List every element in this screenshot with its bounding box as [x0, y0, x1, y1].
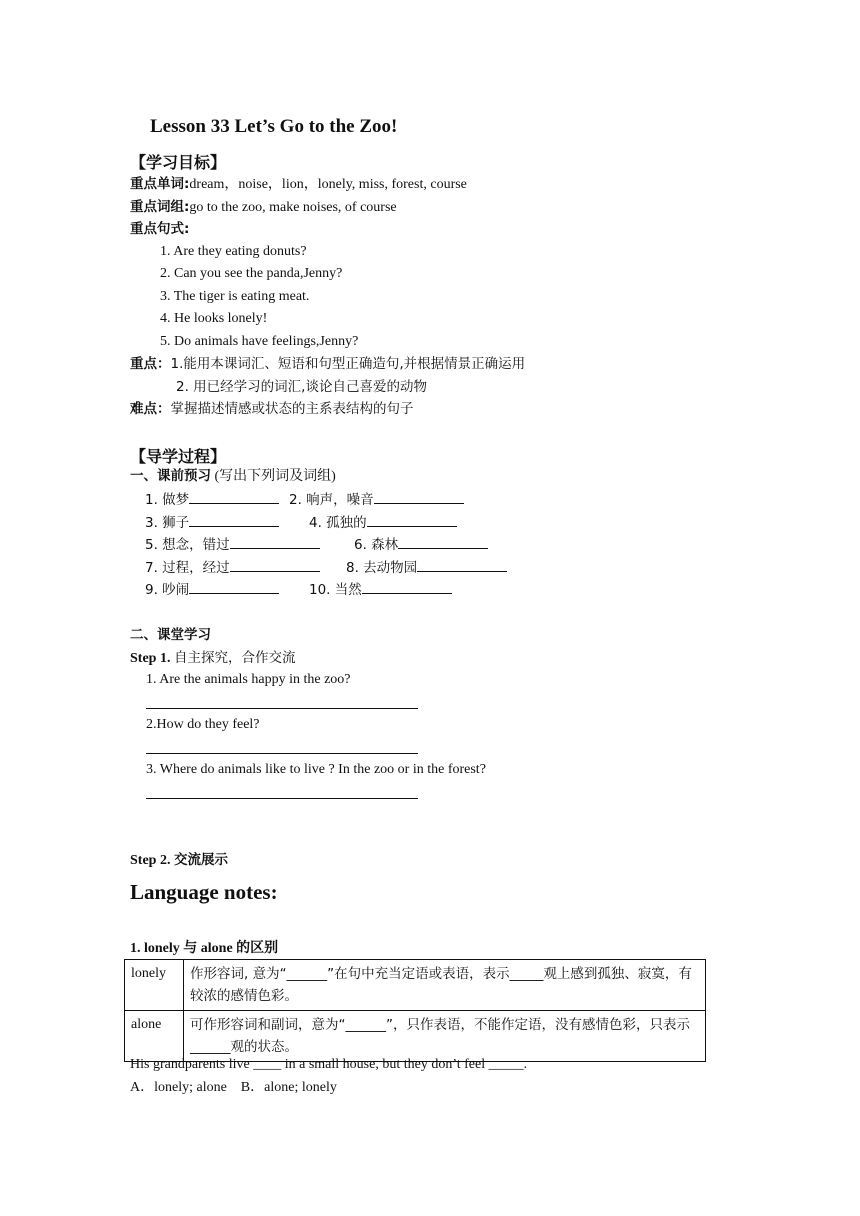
vocab-item: 10. 当然: [309, 580, 452, 599]
difficulty-label: 难点：: [130, 401, 171, 417]
sentence-item: 5. Do animals have feelings,Jenny?: [160, 334, 359, 349]
answer-blank[interactable]: [230, 535, 320, 549]
preview-line: [130, 467, 336, 486]
step1-text: 自主探究，合作交流: [173, 650, 296, 666]
lesson-title: Lesson 33 Let’s Go to the Zoo!: [150, 116, 398, 137]
step2-line: [130, 851, 228, 870]
key-phrases: go to the zoo, make noises, of course: [189, 200, 397, 215]
focus-1: 1.能用本课词汇、短语和句型正确造句,并根据情景正确运用: [170, 356, 526, 372]
table-text: 可作形容词和副词，意为“______”，只作表语，不能作定语，没有感情色彩，只表示______观的状态。: [184, 1011, 706, 1062]
sentence-item: 1. Are they eating donuts?: [160, 244, 307, 259]
vocab-item: 2. 响声，噪音: [289, 490, 464, 509]
difficulty: 掌握描述情感或状态的主系表结构的句子: [170, 401, 414, 417]
focus-line: [130, 355, 525, 373]
table-row: [125, 1011, 706, 1062]
sentence-item: 2. Can you see the panda,Jenny?: [160, 266, 343, 281]
answer-line[interactable]: [146, 753, 418, 754]
question: 2.How do they feel?: [146, 717, 260, 732]
question: 1. Are the animals happy in the zoo?: [146, 672, 351, 687]
question: 3. Where do animals like to live ? In the zoo or in the forest?: [146, 762, 486, 777]
vocab-item: 9. 吵闹: [145, 580, 279, 599]
answer-blank[interactable]: [367, 513, 457, 527]
answer-blank[interactable]: [398, 535, 488, 549]
table-key: lonely: [125, 960, 184, 1011]
class-study-label: 二、课堂学习: [130, 627, 211, 643]
sentence-item: 4. He looks lonely!: [160, 311, 268, 326]
answer-blank[interactable]: [362, 580, 452, 594]
preview-label: 一、课前预习: [130, 468, 211, 484]
focus-label: 重点：: [130, 356, 171, 372]
process-heading: 【导学过程】: [130, 447, 227, 466]
sentence-item: 3. The tiger is eating meat.: [160, 289, 310, 304]
key-phrases-label: 重点词组:: [130, 199, 190, 215]
step2-label: Step 2.: [130, 853, 171, 868]
table-key: alone: [125, 1011, 184, 1062]
preview-note: (写出下列词及词组): [214, 469, 336, 484]
vocab-item: 3. 狮子: [145, 513, 279, 532]
step1-label: Step 1.: [130, 651, 171, 666]
key-phrases-line: [130, 198, 397, 217]
key-words: dream，noise，lion，lonely, miss, forest, course: [189, 177, 467, 192]
vocab-item: 8. 去动物园: [346, 558, 507, 577]
note-1-title: 1. lonely 与 alone 的区别: [130, 941, 279, 956]
answer-blank[interactable]: [189, 580, 279, 594]
vocab-item: 5. 想念，错过: [145, 535, 320, 554]
answer-blank[interactable]: [189, 490, 279, 504]
step1-line: [130, 649, 295, 668]
focus-2: 2. 用已经学习的词汇,谈论自己喜爱的动物: [176, 379, 427, 395]
vocab-item: 7. 过程，经过: [145, 558, 320, 577]
key-words-line: [130, 175, 467, 194]
table-row: [125, 960, 706, 1011]
key-sentences-label: 重点句式:: [130, 221, 190, 237]
objectives-heading: 【学习目标】: [130, 153, 227, 172]
table-text: 作形容词, 意为“______”在句中充当定语或表语，表示_____观上感到孤独、寂寞，有较浓的感情色彩。: [184, 960, 706, 1011]
answer-blank[interactable]: [189, 513, 279, 527]
language-notes-heading: Language notes:: [130, 880, 278, 904]
step2-text: 交流展示: [173, 852, 228, 868]
answer-line[interactable]: [146, 708, 418, 709]
answer-blank[interactable]: [374, 490, 464, 504]
vocab-item: 6. 森林: [354, 535, 488, 554]
difficulty-line: [130, 400, 414, 418]
vocab-item: 4. 孤独的: [309, 513, 457, 532]
exercise-sentence: His grandparents live ____ in a small house, but they don’t feel _____.: [130, 1057, 528, 1072]
answer-line[interactable]: [146, 798, 418, 799]
vocab-item: 1. 做梦: [145, 490, 279, 509]
answer-blank[interactable]: [230, 558, 320, 572]
key-words-label: 重点单词:: [130, 176, 190, 192]
answer-blank[interactable]: [417, 558, 507, 572]
lonely-alone-table: [124, 959, 706, 1062]
exercise-options: A．lonely; alone B．alone; lonely: [130, 1080, 337, 1095]
